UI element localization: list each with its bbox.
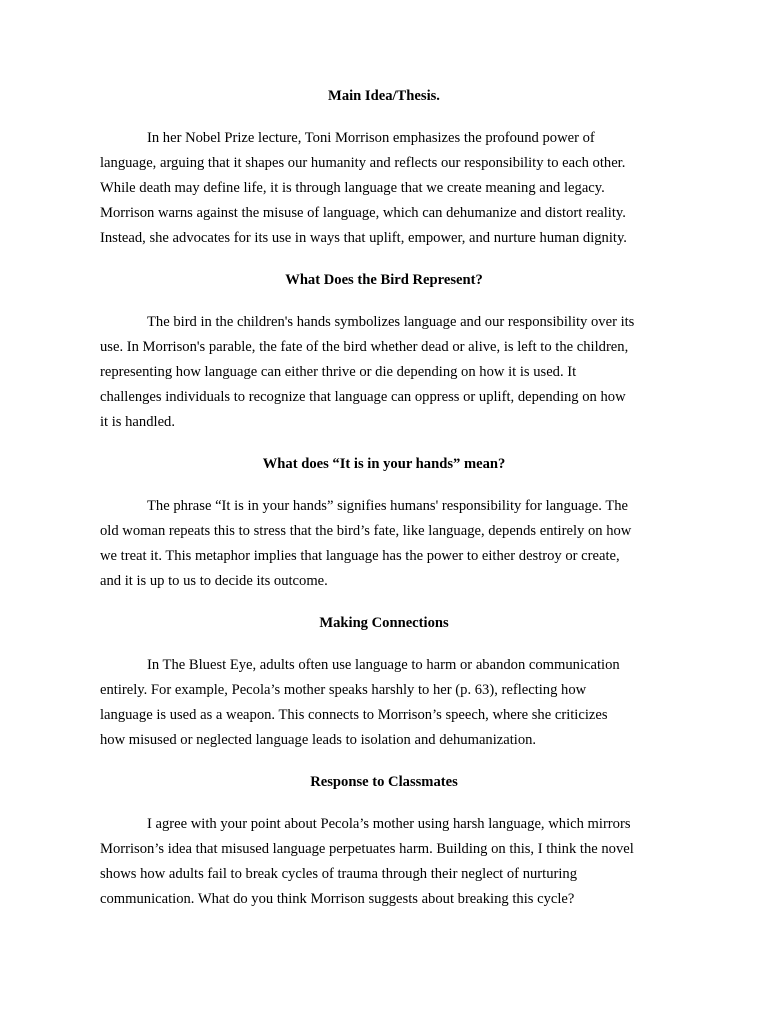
paragraph-line: it is handled.: [100, 414, 175, 430]
paragraph-line: and it is up to us to decide its outcome.: [100, 573, 328, 589]
paragraph-line: The phrase “It is in your hands” signifies humans' responsibility for language. The: [147, 498, 629, 514]
section-heading-hands: What does “It is in your hands” mean?: [262, 456, 506, 472]
paragraph-line: language, arguing that it shapes our humanity and reflects our responsibility to each other.: [100, 155, 626, 171]
paragraph-line: In her Nobel Prize lecture, Toni Morrison emphasizes the profound power of: [147, 130, 595, 146]
section-heading-response: Response to Classmates: [310, 774, 458, 790]
section-heading-main-idea: Main Idea/Thesis.: [328, 88, 440, 104]
paragraph-line: old woman repeats this to stress that the bird’s fate, like language, depends entirely on how: [100, 523, 632, 539]
paragraph-line: communication. What do you think Morrison suggests about breaking this cycle?: [100, 891, 575, 907]
paragraph-connections: [100, 653, 668, 753]
paragraph-bird: [100, 310, 668, 435]
paragraph-line: The bird in the children's hands symbolizes language and our responsibility over its: [147, 314, 635, 330]
paragraph-line: shows how adults fail to break cycles of trauma through their neglect of nurturing: [100, 866, 578, 882]
paragraph-line: how misused or neglected language leads to isolation and dehumanization.: [100, 732, 537, 748]
paragraph-hands: [100, 494, 668, 594]
paragraph-line: entirely. For example, Pecola’s mother speaks harshly to her (p. 63), reflecting how: [100, 682, 587, 698]
paragraph-line: In The Bluest Eye, adults often use language to harm or abandon communication: [147, 657, 620, 673]
paragraph-line: challenges individuals to recognize that language can oppress or uplift, depending on how: [100, 389, 626, 405]
paragraph-line: Morrison warns against the misuse of language, which can dehumanize and distort reality.: [100, 205, 626, 221]
paragraph-response: [100, 812, 668, 912]
paragraph-main-idea: [100, 126, 668, 251]
document-body: [100, 84, 668, 912]
paragraph-line: Morrison’s idea that misused language perpetuates harm. Building on this, I think the novel: [100, 841, 634, 857]
section-heading-connections: Making Connections: [319, 615, 449, 631]
paragraph-line: I agree with your point about Pecola’s mother using harsh language, which mirrors: [147, 816, 631, 832]
paragraph-line: Instead, she advocates for its use in ways that uplift, empower, and nurture human dignity.: [100, 230, 627, 246]
paragraph-line: While death may define life, it is through language that we create meaning and legacy.: [100, 180, 605, 196]
paragraph-line: use. In Morrison's parable, the fate of the bird whether dead or alive, is left to the children,: [100, 339, 629, 355]
paragraph-line: representing how language can either thrive or die depending on how it is used. It: [100, 364, 577, 380]
paragraph-line: we treat it. This metaphor implies that language has the power to either destroy or create,: [100, 548, 620, 564]
section-heading-bird: What Does the Bird Represent?: [285, 272, 483, 288]
paragraph-line: language is used as a weapon. This connects to Morrison’s speech, where she criticizes: [100, 707, 608, 723]
